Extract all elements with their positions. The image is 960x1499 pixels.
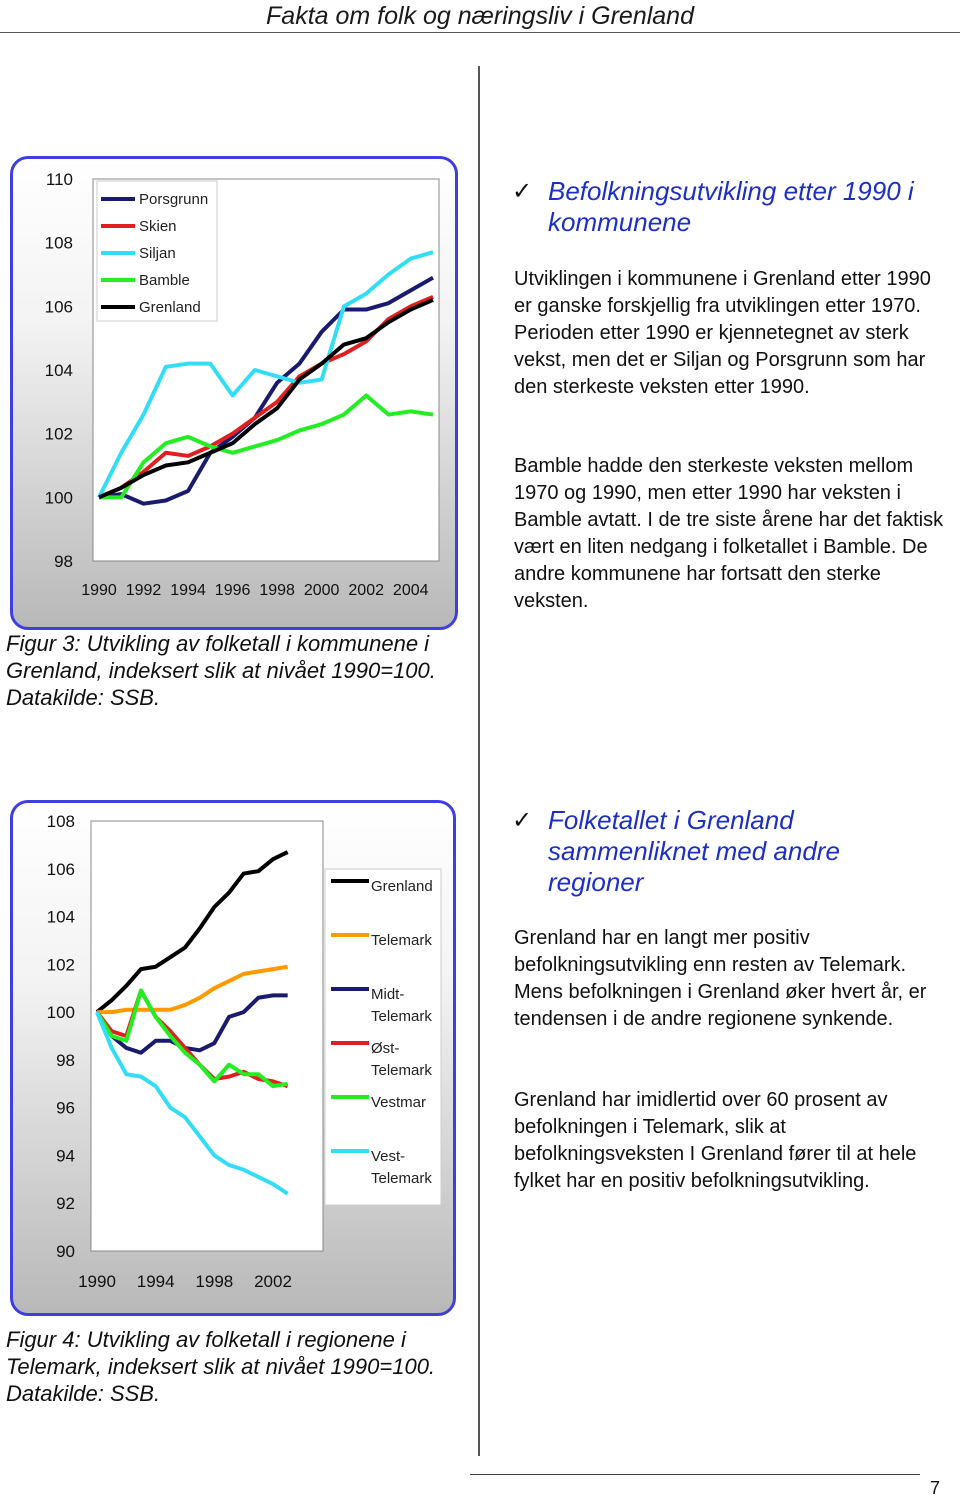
x-tick-label: 2004 (392, 582, 429, 599)
legend-label: Telemark (371, 932, 432, 949)
y-tick-label: 106 (46, 859, 75, 879)
legend-label: Grenland (371, 878, 433, 895)
legend-label: Siljan (139, 245, 176, 262)
legend-label: Porsgrunn (139, 191, 209, 208)
legend-label: Telemark (371, 1170, 432, 1187)
y-tick-label: 102 (46, 955, 75, 975)
legend-label: Midt- (371, 986, 405, 1003)
legend-label: Bamble (139, 272, 190, 289)
y-tick-label: 110 (45, 170, 73, 189)
x-tick-label: 2002 (348, 582, 384, 599)
x-tick-label: 2002 (254, 1272, 292, 1291)
x-tick-label: 1998 (195, 1272, 234, 1291)
legend-label: Skien (139, 218, 177, 235)
figure4-chart-svg (13, 803, 453, 1313)
page-header (0, 0, 960, 34)
figure3-caption: Figur 3: Utvikling av folketall i kommunene i Grenland, indeksert slik at nivået 1990=100. Datakilde: SSB. (6, 631, 436, 710)
x-tick-label: 1994 (136, 1272, 175, 1291)
x-tick-label: 2000 (303, 582, 340, 599)
y-tick-label: 94 (56, 1146, 75, 1166)
figure4-chart (10, 800, 456, 1316)
x-tick-label: 1992 (125, 582, 162, 599)
legend-label: Vestmar (371, 1094, 427, 1111)
column-divider (478, 66, 480, 1456)
section1-heading-text: Befolkningsutvikling etter 1990 i kommunene (548, 176, 914, 237)
y-tick-label: 92 (56, 1194, 75, 1214)
figure3-chart (10, 156, 458, 630)
section2-paragraph-2: Grenland har imidlertid over 60 prosent av befolkningen i Telemark, slik at befolkningsveksten I Grenland fører til at hele fylket har en positiv befolkningsutvikling. (514, 1089, 917, 1192)
y-tick-label: 100 (44, 488, 73, 508)
y-tick-label: 104 (46, 907, 75, 927)
header-title: Fakta om folk og næringsliv i Grenland (266, 2, 694, 30)
x-tick-label: 1990 (78, 1272, 116, 1291)
footer-rule (470, 1474, 920, 1475)
x-tick-label: 1990 (81, 582, 117, 599)
section2-heading (512, 805, 928, 898)
section2-paragraph-1: Grenland har en langt mer positiv befolkningsutvikling enn resten av Telemark. Mens befolkningen i Grenland øker hvert år, er tendensen i de andre regionene synkende. (514, 927, 927, 1030)
y-tick-label: 98 (56, 1050, 75, 1070)
section2-heading-text: Folketallet i Grenland sammenliknet med andre regioner (548, 805, 840, 897)
checkmark-icon: ✓ (512, 178, 533, 205)
y-tick-label: 106 (44, 297, 73, 317)
figure3-chart-svg (13, 159, 455, 627)
y-tick-label: 102 (44, 424, 73, 444)
y-tick-label: 100 (46, 1003, 75, 1023)
legend-label: Telemark (371, 1062, 432, 1079)
y-tick-label: 96 (56, 1098, 75, 1118)
section1-paragraph-1: Utviklingen i kommunene i Grenland etter 1990 er ganske forskjellig fra utviklingen etter 1970. Perioden etter 1990 er kjennetegnet av sterk vekst, men det er Siljan og Porsgrunn som har den sterkeste veksten etter 1990. (514, 268, 931, 398)
legend-label: Vest- (371, 1148, 406, 1165)
y-tick-label: 90 (56, 1242, 75, 1261)
section1-heading (512, 176, 928, 238)
y-tick-label: 108 (44, 233, 73, 253)
y-tick-label: 104 (44, 361, 73, 380)
header-rule (0, 32, 960, 33)
legend-label: Øst- (371, 1040, 400, 1057)
x-tick-label: 1998 (259, 582, 295, 599)
figure4-caption: Figur 4: Utvikling av folketall i regionene i Telemark, indeksert slik at nivået 1990=100. Datakilde: SSB. (6, 1327, 436, 1406)
x-tick-label: 1994 (170, 582, 206, 599)
section1-paragraph-2: Bamble hadde den sterkeste veksten mellom 1970 og 1990, men etter 1990 har veksten i Bamble avtatt. I de tre siste årene har det faktisk vært en liten nedgang i folketallet i Bamble. De andre kommunene har fortsatt den sterke veksten. (514, 455, 944, 612)
x-tick-label: 1996 (214, 582, 251, 599)
y-tick-label: 108 (46, 812, 75, 831)
legend-label: Telemark (371, 1008, 432, 1025)
checkmark-icon: ✓ (512, 807, 533, 834)
legend-label: Grenland (139, 299, 201, 316)
page-number: 7 (930, 1478, 941, 1498)
y-tick-label: 98 (54, 552, 73, 571)
